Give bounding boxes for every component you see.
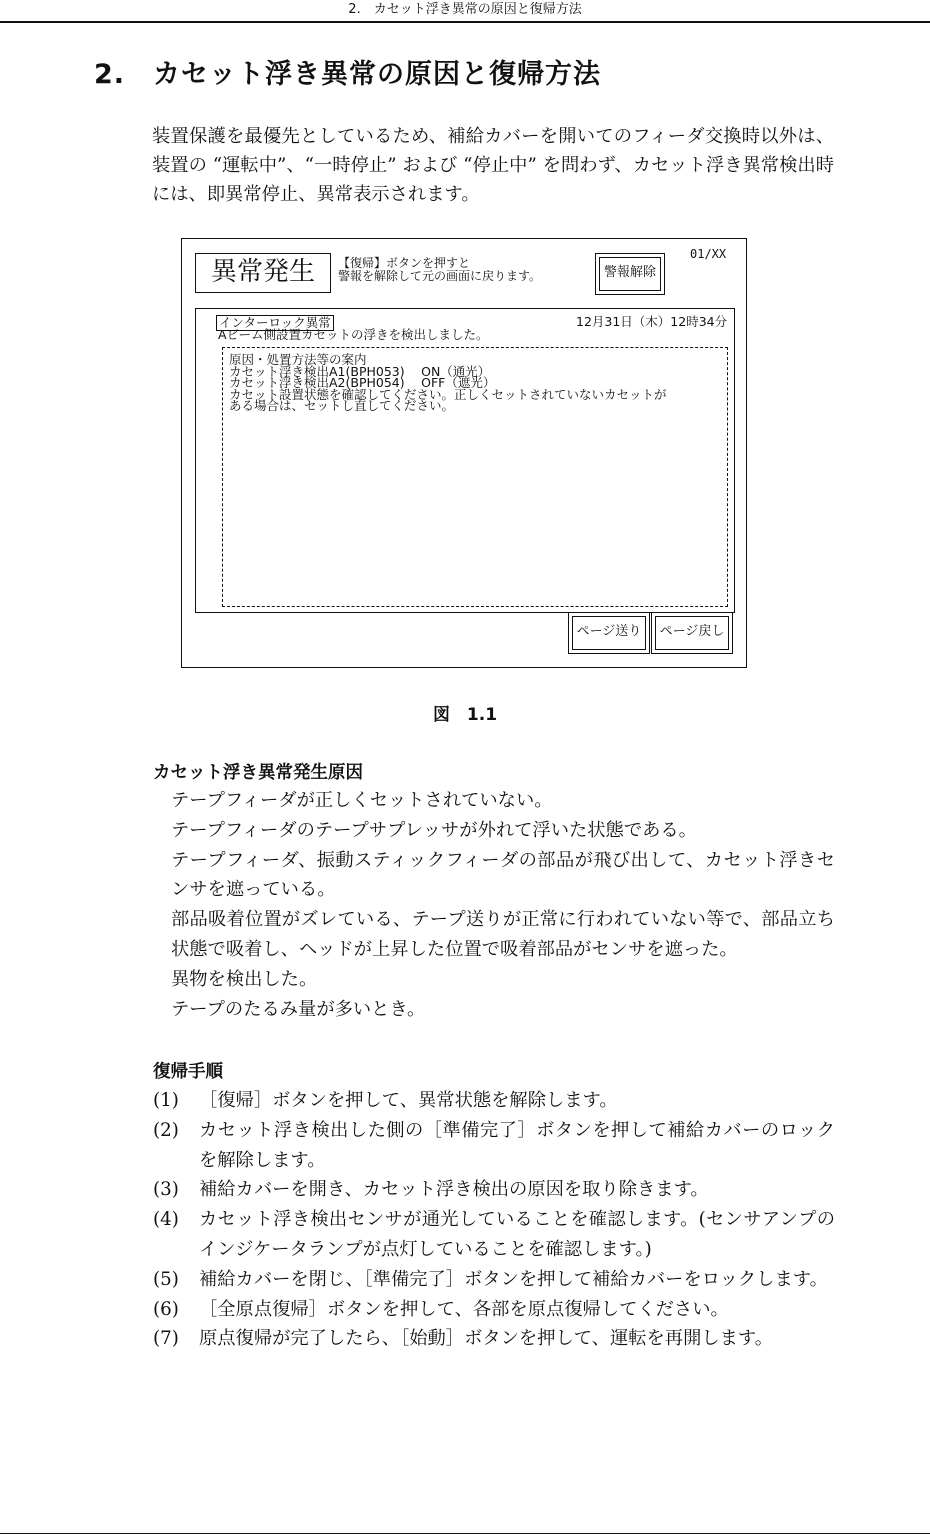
step-number: (3) [153,1179,179,1201]
cause-item: テープフィーダが正しくセットされていない。 [171,790,553,811]
message-panel [195,308,735,613]
page-prev-button[interactable] [651,612,733,654]
procedure-step [153,1116,835,1176]
cause-item: 異物を検出した。 [171,968,318,990]
procedure-list [153,1086,835,1354]
datetime: 12月31日（木）12時34分 [576,314,728,329]
procedure-heading: 復帰手順 [153,1062,223,1082]
guide-line: カセット設置状態を確認してください。正しくセットされていないカセットが [229,386,667,402]
step-text: カセット浮き検出センサが通光していることを確認します。(センサアンプのインジケータランプが点灯していることを確認します。) [199,1209,835,1260]
cause-item: テープのたるみ量が多いとき。 [171,998,426,1020]
procedure-step [153,1175,835,1205]
alarm-reset-button[interactable] [595,253,665,295]
step-text: ［復帰］ボタンを押して、異常状態を解除します。 [199,1090,618,1111]
alarm-reset-label: 警報解除 [599,257,661,291]
step-text: 原点復帰が完了したら、［始動］ボタンを押して、運転を再開します。 [199,1328,774,1350]
detected-message: Aビーム側設置カセットの浮きを検出しました。 [218,327,489,342]
step-text: 補給カバーを閉じ、［準備完了］ボタンを押して補給カバーをロックします。 [199,1268,828,1290]
step-number: (7) [153,1328,179,1350]
procedure-step [153,1324,835,1354]
guide-line: 原因・処置方法等の案内 [229,352,367,367]
step-number: (1) [153,1090,179,1111]
cause-item: テープフィーダ、振動スティックフィーダの部品が飛び出して、カセット浮きセンサを遮っている。 [171,849,835,901]
reset-hint-line: 【復帰】ボタンを押すと [338,256,471,270]
guide-line: ある場合は、セットし直してください。 [229,398,455,413]
error-title: 異常発生 [195,253,331,293]
guide-line: カセット浮き検出A2(BPH054) OFF（遮光） [229,375,496,390]
bottom-rule [0,1533,930,1534]
step-number: (4) [153,1209,179,1231]
step-text: 補給カバーを開き、カセット浮き検出の原因を取り除きます。 [199,1179,709,1201]
procedure-step [153,1295,835,1325]
page-number: 01/XX [690,247,727,261]
causes-list [171,786,835,1024]
interlock-label: インターロック異常 [216,315,334,331]
page-title: 2. カセット浮き異常の原因と復帰方法 [94,59,602,90]
page-next-button[interactable] [568,612,650,654]
error-screen-figure [181,238,747,668]
cause-item: 部品吸着位置がズレている、テープ送りが正常に行われていない等で、部品立ち状態で吸着し、ヘッドが上昇した位置で吸着部品がセンサを遮った。 [171,909,835,960]
procedure-step [153,1205,835,1265]
procedure-step [153,1265,835,1295]
running-header: 2. カセット浮き異常の原因と復帰方法 [0,0,930,23]
causes-heading: カセット浮き異常発生原因 [153,763,363,783]
step-text: カセット浮き検出した側の［準備完了］ボタンを押して補給カバーのロックを解除します。 [199,1119,835,1171]
cause-item: テープフィーダのテープサプレッサが外れて浮いた状態である。 [171,819,697,841]
reset-hint-line: 警報を解除して元の画面に戻ります。 [338,269,542,283]
step-number: (2) [153,1119,179,1141]
page-next-label: ページ送り [572,616,646,650]
figure-caption: 図 1.1 [432,705,498,725]
page-prev-label: ページ戻し [655,616,729,650]
step-number: (6) [153,1298,179,1320]
guide-line: カセット浮き検出A1(BPH053) ON（通光） [229,363,491,379]
step-text: ［全原点復帰］ボタンを押して、各部を原点復帰してください。 [199,1298,729,1320]
reset-hint [338,257,578,283]
intro-paragraph: 装置保護を最優先としているため、補給カバーを開いてのフィーダ交換時以外は、装置の “運転中”、“一時停止” および “停止中” を問わず、カセット浮き異常検出時には、即異常停止、異常表示されます。 [152,126,834,205]
step-number: (5) [153,1268,179,1290]
procedure-step [153,1086,835,1116]
guide-box [222,347,728,607]
